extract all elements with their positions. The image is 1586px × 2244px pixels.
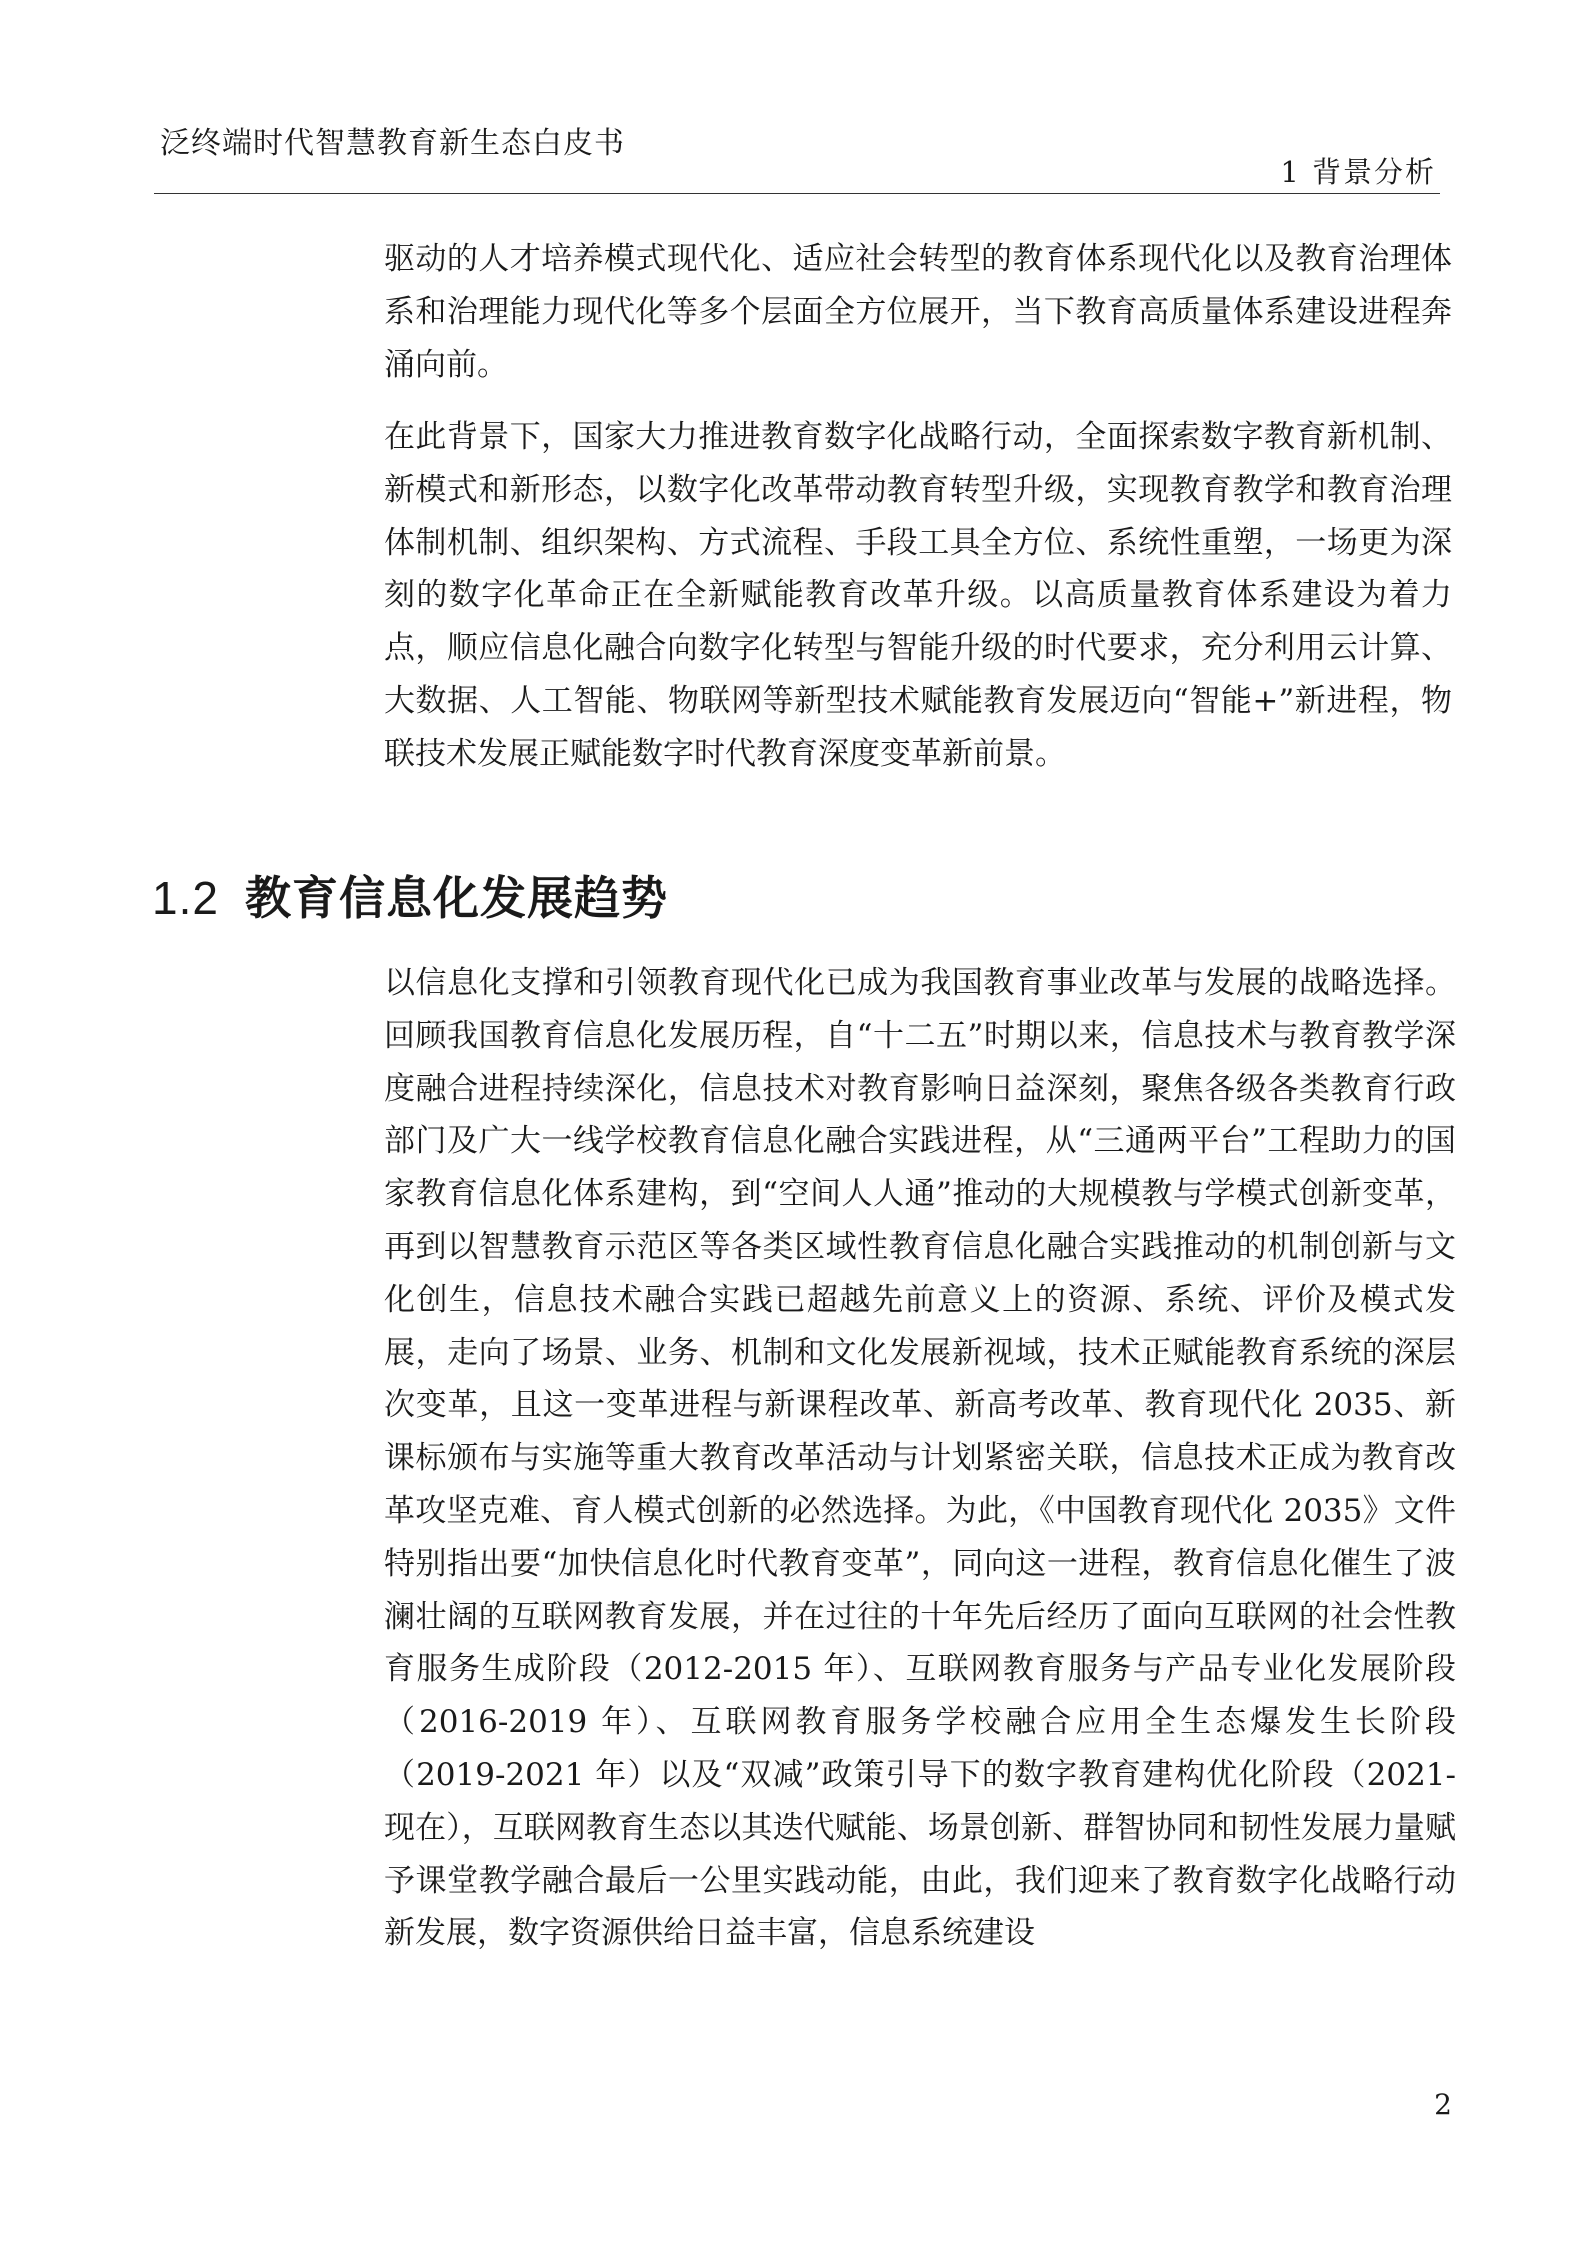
header-chapter-label: 1 背景分析: [1280, 155, 1436, 189]
header-divider: [154, 193, 1440, 194]
section-number: 1.2: [152, 872, 219, 924]
section-heading: [152, 862, 668, 928]
section-title: 教育信息化发展趋势: [244, 871, 668, 925]
body-paragraph-3: 以信息化支撑和引领教育现代化已成为我国教育事业改革与发展的战略选择。回顾我国教育信息化发展历程，自“十二五”时期以来，信息技术与教育教学深度融合进程持续深化，信息技术对教育影响日益深刻，聚焦各级各类教育行政部门及广大一线学校教育信息化融合实践进程，从“三通两平台”工程助力的国家教育信息化体系建构，到“空间人人通”推动的大规模教与学模式创新变革，再到以智慧教育示范区等各类区域性教育信息化融合实践推动的机制创新与文化创生，信息技术融合实践已超越先前意义上的资源、系统、评价及模式发展，走向了场景、业务、机制和文化发展新视域，技术正赋能教育系统的深层次变革，且这一变革进程与新课程改革、新高考改革、教育现代化 2035、新课标颁布与实施等重大教育改革活动与计划紧密关联，信息技术正成为教育改革攻坚克难、育人模式创新的必然选择。为此，《中国教育现代化 2035》文件特别指出要“加快信息化时代教育变革”，同向这一进程，教育信息化催生了波澜壮阔的互联网教育发展，并在过往的十年先后经历了面向互联网的社会性教育服务生成阶段（2012-2015 年）、互联网教育服务与产品专业化发展阶段（2016-2019 年）、互联网教育服务学校融合应用全生态爆发生长阶段（2019-2021 年）以及“双减”政策引导下的数字教育建构优化阶段（2021-现在），互联网教育生态以其迭代赋能、场景创新、群智协同和韧性发展力量赋予课堂教学融合最后一公里实践动能，由此，我们迎来了教育数字化战略行动新发展，数字资源供给日益丰富，信息系统建设: [384, 965, 1456, 1952]
page-number: 2: [1434, 2088, 1452, 2121]
header-document-title: 泛终端时代智慧教育新生态白皮书: [160, 126, 625, 161]
body-paragraph-1: 驱动的人才培养模式现代化、适应社会转型的教育体系现代化以及教育治理体系和治理能力现代化等多个层面全方位展开，当下教育高质量体系建设进程奔涌向前。: [384, 241, 1452, 383]
body-paragraph-2: 在此背景下，国家大力推进教育数字化战略行动，全面探索数字教育新机制、新模式和新形态，以数字化改革带动教育转型升级，实现教育教学和教育治理体制机制、组织架构、方式流程、手段工具全方位、系统性重塑，一场更为深刻的数字化革命正在全新赋能教育改革升级。以高质量教育体系建设为着力点，顺应信息化融合向数字化转型与智能升级的时代要求，充分利用云计算、大数据、人工智能、物联网等新型技术赋能教育发展迈向“智能+”新进程，物联技术发展正赋能数字时代教育深度变革新前景。: [384, 419, 1452, 772]
